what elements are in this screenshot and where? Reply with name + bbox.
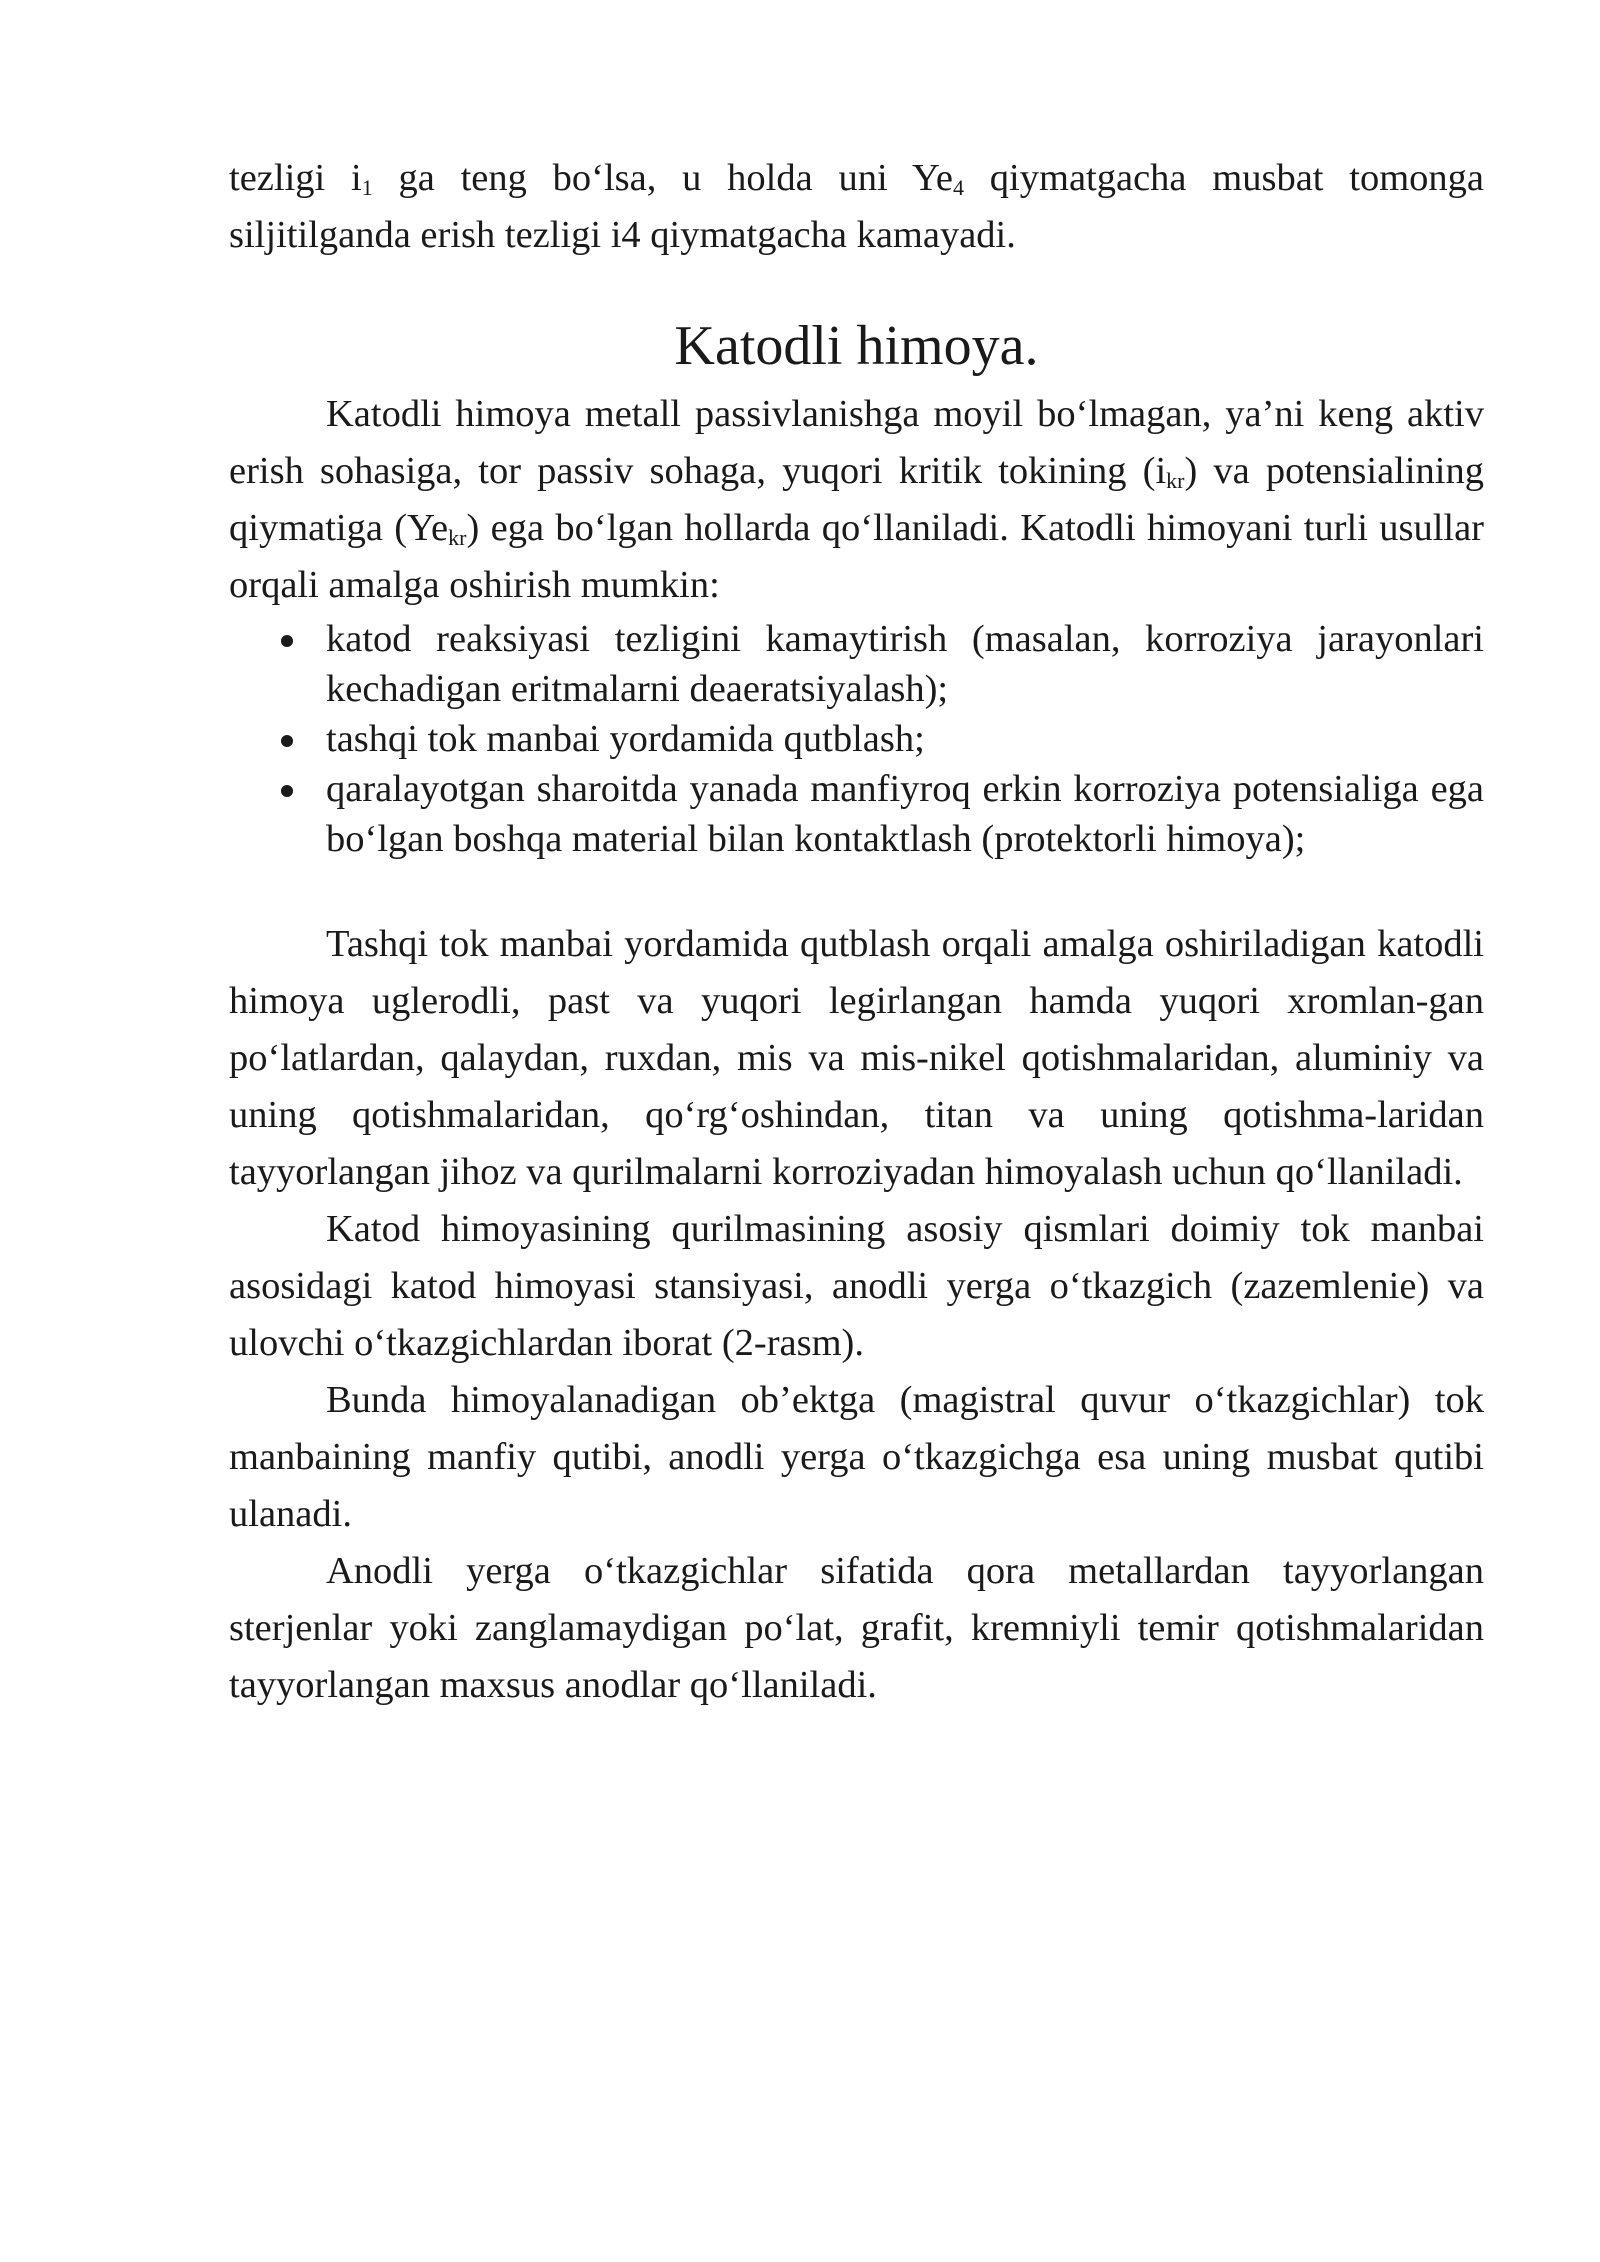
subscript: 1 (361, 175, 373, 200)
paragraph: Bunda himoyalanadigan ob’ektga (magistral quvur o‘tkazgichlar) tok manbaining manfiy qutibi, anodli yerga o‘tkazgichga esa uning musbat qutibi ulanadi. (229, 1379, 1484, 1535)
bullet-icon (281, 635, 293, 647)
subscript: kr (1166, 468, 1185, 493)
paragraph: Tashqi tok manbai yordamida qutblash orqali amalga oshiriladigan katodli himoya uglerodli, past va yuqori legirlangan hamda yuqori xromlan-gan po‘latlardan, qalaydan, ruxdan, mis va mis-nikel qotishmalaridan, aluminiy va uning qotishmalaridan, qo‘rg‘oshindan, titan va uning qotishma-laridan tayyorlangan jihoz va qurilmalarni korroziyadan himoyalash uchun qo‘llaniladi. (229, 923, 1484, 1193)
paragraph: Anodli yerga o‘tkazgichlar sifatida qora metallardan tayyorlangan sterjenlar yoki zanglamaydigan po‘lat, grafit, kremniyli temir qotishmalaridan tayyorlangan maxsus anodlar qo‘llaniladi. (229, 1550, 1484, 1706)
paragraph: Katod himoyasining qurilmasining asosiy qismlari doimiy tok manbai asosidagi katod himoyasi stansiyasi, anodli yerga o‘tkazgich (zazemlenie) va ulovchi o‘tkazgichlardan iborat (2-rasm). (229, 1208, 1484, 1364)
bullet-icon (281, 735, 293, 747)
bullet-icon (281, 785, 293, 797)
paragraph: Katodli himoya metall passivlanishga moyil bo‘lmagan, ya’ni keng aktiv erish sohasiga, tor passiv sohaga, yuqori kritik tokining $(i_{kr})$ va potensialining qiymatiga $(Ye_{kr})$ ega bo‘lgan hollarda qo‘llaniladi. Katodli himoyani turli usullar orqali amalga oshirish mumkin: (229, 393, 1485, 606)
list-item: tashqi tok manbai yordamida qutblash; (229, 714, 1484, 764)
list-item: qaralayotgan sharoitda yanada manfiyroq erkin korroziya potensialiga ega bo‘lgan boshqa material bilan kontaktlash (protektorli himoya); (229, 764, 1484, 864)
subscript: kr (448, 525, 467, 550)
document-page (229, 150, 1484, 1714)
bullet-list (229, 614, 1484, 864)
list-item: katod reaksiyasi tezligini kamaytirish (masalan, korroziya jarayonlari kechadigan eritmalarni deaeratsiyalash); (229, 614, 1484, 714)
intro-paragraph: tezligi $i_1$ ga teng bo‘lsa, u holda uni $Ye_4$ qiymatgacha musbat tomonga siljitilganda erish tezligi i4 qiymatgacha kamayadi. (229, 157, 1484, 256)
subscript: 4 (953, 175, 965, 200)
spacer (229, 864, 1484, 916)
section-heading: Katodli himoya. (674, 315, 1039, 377)
